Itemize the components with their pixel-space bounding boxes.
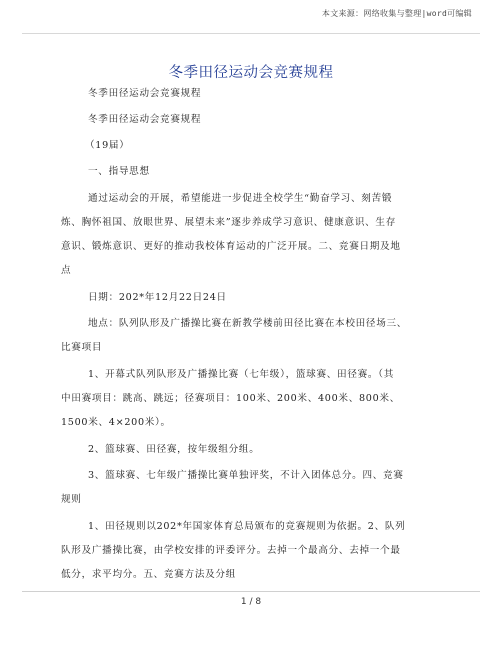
section-heading-1: 一、指导思想 [88, 166, 150, 177]
paragraph-line: 通过运动会的开展，希望能进一步促进全校学生“勤奋学习、刻苦锻 [88, 193, 393, 204]
paragraph-line: 3、篮球赛、七年级广播操比赛单独评奖，不计入团体总分。四、竞赛 [88, 470, 404, 481]
session-label: （19届） [85, 140, 130, 151]
header-divider [22, 33, 480, 34]
source-note: 本文来源：网络收集与整理|word可编辑 [321, 9, 472, 18]
date-line: 日期：202*年12月22日24日 [88, 292, 227, 303]
footer-divider [22, 591, 480, 592]
paragraph-line: 1、田径规则以202*年国家体育总局颁布的竞赛规则为依据。2、队列 [88, 521, 406, 532]
paragraph-line: 1500米、4×200米）。 [61, 417, 171, 428]
paragraph-line: 低分，求平均分。五、竞赛方法及分组 [61, 569, 236, 580]
paragraph-line: 1、开幕式队列队形及广播操比赛（七年级），篮球赛、田径赛。（其 [88, 369, 395, 380]
paragraph-line: 2、篮球赛、田径赛，按年级组分组。 [88, 444, 260, 455]
paragraph-line: 意识、锻炼意识、更好的推动我校体育运动的广泛开展。二、竞赛日期及地 [61, 241, 401, 252]
paragraph-line: 炼、胸怀祖国、放眼世界、展望未来”逐步养成学习意识、健康意识、生存 [61, 217, 397, 228]
document-title: 冬季田径运动会竞赛规程 [168, 65, 334, 81]
subtitle-line-2: 冬季田径运动会竞赛规程 [88, 114, 202, 125]
paragraph-line: 规则 [61, 494, 82, 505]
paragraph-line: 比赛项目 [61, 342, 103, 353]
page-number: 1 / 8 [240, 597, 262, 607]
subtitle-line-1: 冬季田径运动会竞赛规程 [88, 88, 202, 99]
paragraph-line: 中田赛项目：跳高、跳远；径赛项目：100米、200米、400米、800米、 [61, 393, 400, 404]
paragraph-line: 队形及广播操比赛，由学校安排的评委评分。去掉一个最高分、去掉一个最 [61, 545, 401, 556]
paragraph-line: 点 [61, 265, 72, 276]
paragraph-line: 地点：队列队形及广播操比赛在新教学楼前田径比赛在本校田径场三、 [88, 318, 408, 329]
